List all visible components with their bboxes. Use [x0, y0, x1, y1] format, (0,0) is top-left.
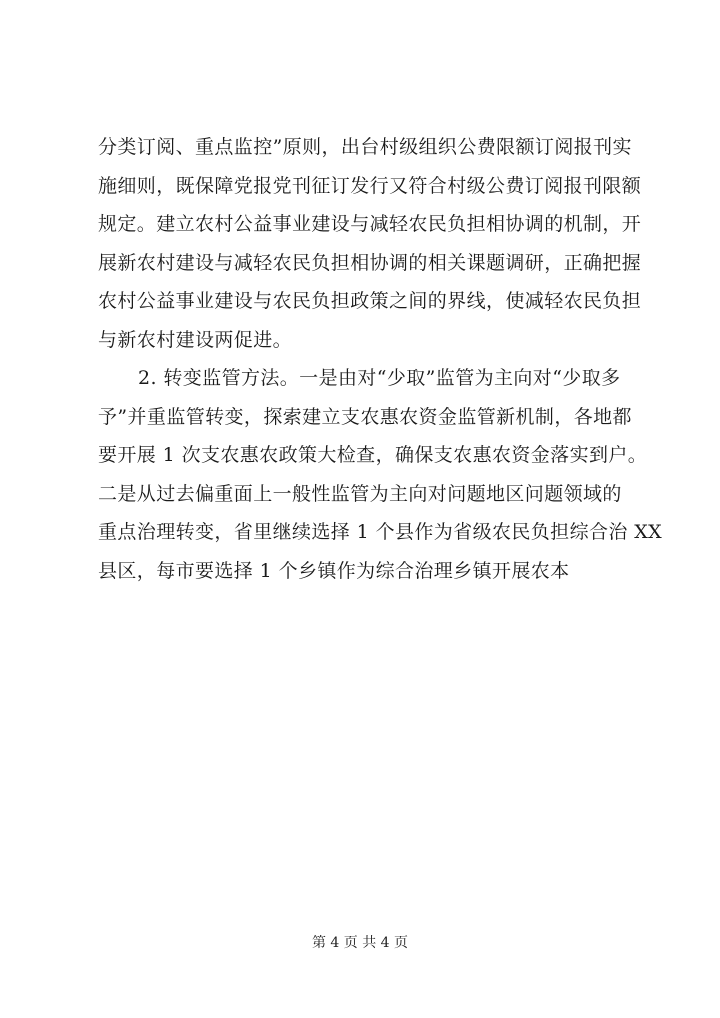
paragraph-line: 施细则，既保障党报党刊征订发行又符合村级公费订阅报刊限额 [98, 174, 642, 197]
paragraph-line: 2. 转变监管方法。一是由对“少取”监管为主向对“少取多 [138, 367, 621, 389]
paragraph-line: 予”并重监管转变，探索建立支农惠农资金监管新机制，各地都 [98, 405, 632, 428]
paragraph-line: 二是从过去偏重面上一般性监管为主向对问题地区问题领域的 [98, 482, 622, 505]
paragraph-line: 县区，每市要选择 1 个乡镇作为综合治理乡镇开展农本 [98, 559, 570, 582]
paragraph-line: 与新农村建设两促进。 [98, 328, 293, 351]
paragraph-line: 要开展 1 次支农惠农政策大检查，确保支农惠农资金落实到户。 [98, 444, 648, 466]
paragraph-line: 农村公益事业建设与农民负担政策之间的界线，使减轻农民负担 [98, 290, 642, 312]
document-body [98, 128, 663, 590]
page-number-label: 第 4 页 共 4 页 [311, 935, 409, 951]
paragraph-2 [98, 359, 663, 590]
page-footer [0, 932, 720, 952]
paragraph-line: 展新农村建设与减轻农民负担相协调的相关课题调研，正确把握 [98, 251, 642, 274]
paragraph-1 [98, 128, 642, 359]
paragraph-line: 分类订阅、重点监控”原则，出台村级组织公费限额订阅报刊实 [98, 136, 632, 158]
paragraph-line: 规定。建立农村公益事业建设与减轻农民负担相协调的机制，开 [98, 213, 642, 235]
paragraph-line: 重点治理转变，省里继续选择 1 个县作为省级农民负担综合治 XX [98, 521, 663, 543]
